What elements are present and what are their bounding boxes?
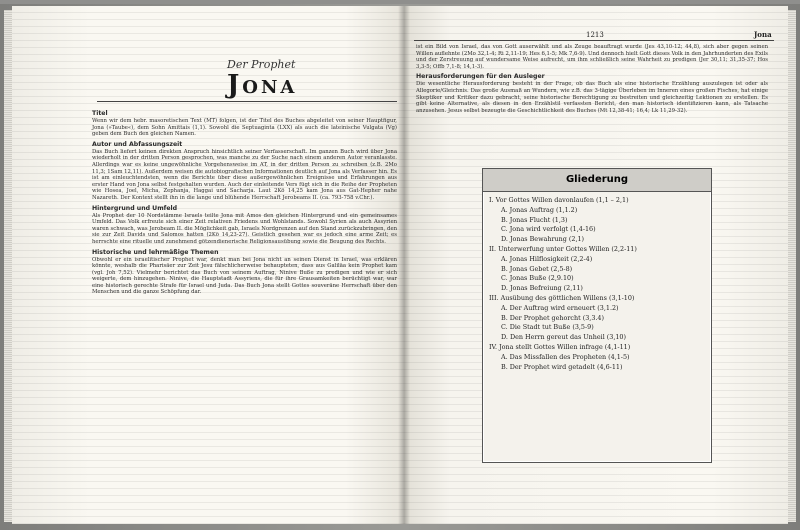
book-title: Jona — [227, 70, 298, 100]
outline-item: B. Der Prophet wird getadelt (4,6-11) — [501, 362, 623, 371]
outline-box — [482, 168, 712, 463]
title-rule — [97, 101, 397, 102]
outline-item: A. Jonas Auftrag (1,1.2) — [501, 205, 578, 214]
section-text-titel: Wenn wir dem hebr. masoretischen Text (MT) folgen, ist der Titel des Buches abgeleitet von seiner Hauptfigur, Jona (»Taube«), dem Sohn Amittais (1,1). Sowohl die Septuaginta (LXX) als auch die lateinische Vulgata (Vg) geben dem Buch den gleichen Namen. — [92, 118, 397, 138]
outline-item: A. Jonas Hilflosigkeit (2,2-4) — [501, 254, 593, 263]
outline-item: A. Das Missfallen des Propheten (4,1-5) — [501, 352, 630, 361]
outline-item: B. Jonas Gebet (2,5-8) — [501, 264, 573, 273]
right-body-text — [416, 44, 768, 115]
outline-item: D. Den Herrn gereut das Unheil (3,10) — [501, 333, 626, 342]
section-text-autor: Das Buch liefert keinen direkten Anspruch hinsichtlich seiner Verfasserschaft. Im ganzen Buch wird über Jona wiederholt in der dritten Person gesprochen, was manche zu der Suche nach einem anderen Autor veranlasste. Allerdings war es keine ungewöhnliche Vorgehensweise im AT, in der dritten Person zu schreiben (z.B. 2Mo 11,3; 1Sam 12,11). Außerdem weisen die autobiografischen Informationen deutlich auf Jona als Verfasser hin. Es ist am einleuchtendsten, wenn die Berichte über diese außergewöhnlichen Ereignisse und Erfahrungen aus erster Hand von Jona selbst festgehalten wurden. Auch der einleitende Vers fügt sich in die Reihe der Propheten wie Hosea, Joel, Micha, Zephanja, Haggai und Sacharja. Laut 2Kö 14,25 kam Jona aus Gat-Hepher nahe Nazareth. Der Kontext stellt ihn in die lange und blühende Herrschaft Jerobeams II. (ca. 793-758 v.Chr.). — [92, 148, 397, 201]
section-text-hintergrund: Als Prophet der 10 Nordstämme Israels teilte Jona mit Amos den gleichen Hintergrund und ein gemeinsames Umfeld. Das Volk erfreute sich einer Zeit relativen Friedens und Wohlstands. Sowohl Syrien als auch Assyrien waren schwach, was Jerobeam II. die Möglichkeit gab, Israels Nordgrenzen auf den Stand zurückzubringen, den sie zur Zeit Davids und Salomos hatten (2Kö 14,23-27). Geistlich gesehen war es jedoch eine arme Zeit; es herrschte eine rituelle und zunehmend götzendienerische Religionsausübung sowie die Beugung des Rechts. — [92, 212, 397, 245]
outline-item: D. Jonas Bewahrung (2,1) — [501, 235, 585, 244]
section-text-themen: Obwohl er ein israelitischer Prophet war, denkt man bei Jona nicht an seinen Dienst in Israel, was erklären könnte, weshalb die Pharisäer zur Zeit Jesu fälschlicherweise behaupteten, dass aus Galiläa kein Prophet kam (vgl. Joh 7,52). Vielmehr berichtet das Buch von seinem Auftrag, Ninive Buße zu predigen und wie er sich weigerte, dem hinzugehen. Ninive, die Hauptstadt Assyriens, die für ihre Grausamkeiten berüchtigt war, war eine historisch gerechte Strafe für Israel und Juda. Das Buch Jona stellt Gottes souveräne Herrschaft über den Menschen und die ganze Schöpfung dar. — [92, 256, 397, 296]
section-text-herausforderungen: Die wesentliche Herausforderung besteht in der Frage, ob das Buch als eine historische Erzählung auszulegen ist oder als Allegorie/Gleichnis. Das große Ausmaß an Wundern, wie z.B. das 3-tägige Überleben im Inneren eines großen Fisches, hat einige Skeptiker und Kritiker dazu gebracht, seine historische Berechtigung zu bestreiten und gleichzeitig Lektionen zu erstellen. Es gibt keine Alternative, als diesen in den Erzählstil verfassten Bericht, den man historisch identifizieren kann, als Tatsache anzusehen. Jesus selbst bezeugte die Geschichtlichkeit des Buches (Mt 12,38-41; 16,4; Lk 11,29-32). — [416, 81, 768, 114]
section-heading-autor: Autor und Abfassungszeit — [92, 140, 183, 148]
outline-title: Gliederung — [483, 169, 711, 192]
outline-item: C. Die Stadt tut Buße (3,5-9) — [501, 323, 594, 332]
outline-item: A. Der Auftrag wird erneuert (3,1.2) — [501, 303, 619, 312]
continued-text: ist ein Bild von Israel, das von Gott auserwählt und als Zeuge beauftragt wurde (Jes 43,10-12; 44,8), sich aber gegen seinen Willen auflehnte (2Mo 32,1-4; Ri 2,11-19; Hes 6,1-5; Mk 7,6-9). Und dennoch hielt Gott dieses Volk in den Jahrhunderten des Exils und der Zerstreuung auf wundersame Weise aufrecht, um ihm schließlich seine Wahrheit zu predigen (Jer 30,11; 31,35-37; Hos 3,3-5; Offb 7,1-8; 14,1-3). — [416, 44, 768, 70]
outline-item: C. Jonas Buße (2,9.10) — [501, 274, 574, 283]
section-heading-titel: Titel — [92, 110, 108, 117]
running-head: Jona — [754, 30, 772, 39]
header-rule — [414, 40, 774, 41]
outline-item: III. Ausübung des göttlichen Willens (3,1-10) — [489, 293, 635, 302]
header-label: Der Prophet — [227, 58, 296, 71]
outline-item: D. Jonas Befreiung (2,11) — [501, 284, 583, 293]
section-heading-herausforderungen: Herausforderungen für den Ausleger — [416, 73, 545, 81]
book-gutter — [398, 6, 410, 524]
page-number: 1213 — [586, 31, 604, 39]
outline-list — [483, 196, 711, 372]
outline-item: I. Vor Gottes Willen davonlaufen (1,1 – 2,1) — [489, 196, 629, 204]
left-page — [12, 6, 404, 524]
outline-item: II. Unterwerfung unter Gottes Willen (2,2-11) — [489, 244, 637, 253]
outline-item: IV. Jona stellt Gottes Willen infrage (4,1-11) — [489, 342, 631, 351]
section-heading-hintergrund: Hintergrund und Umfeld — [92, 204, 178, 212]
section-heading-themen: Historische und lehrmäßige Themen — [92, 248, 219, 256]
outline-item: B. Jonas Flucht (1,3) — [501, 215, 568, 224]
left-body-text — [92, 107, 397, 297]
outline-item: B. Der Prophet gehorcht (3,3.4) — [501, 313, 604, 322]
outline-item: C. Jona wird verfolgt (1,4-16) — [501, 225, 596, 234]
